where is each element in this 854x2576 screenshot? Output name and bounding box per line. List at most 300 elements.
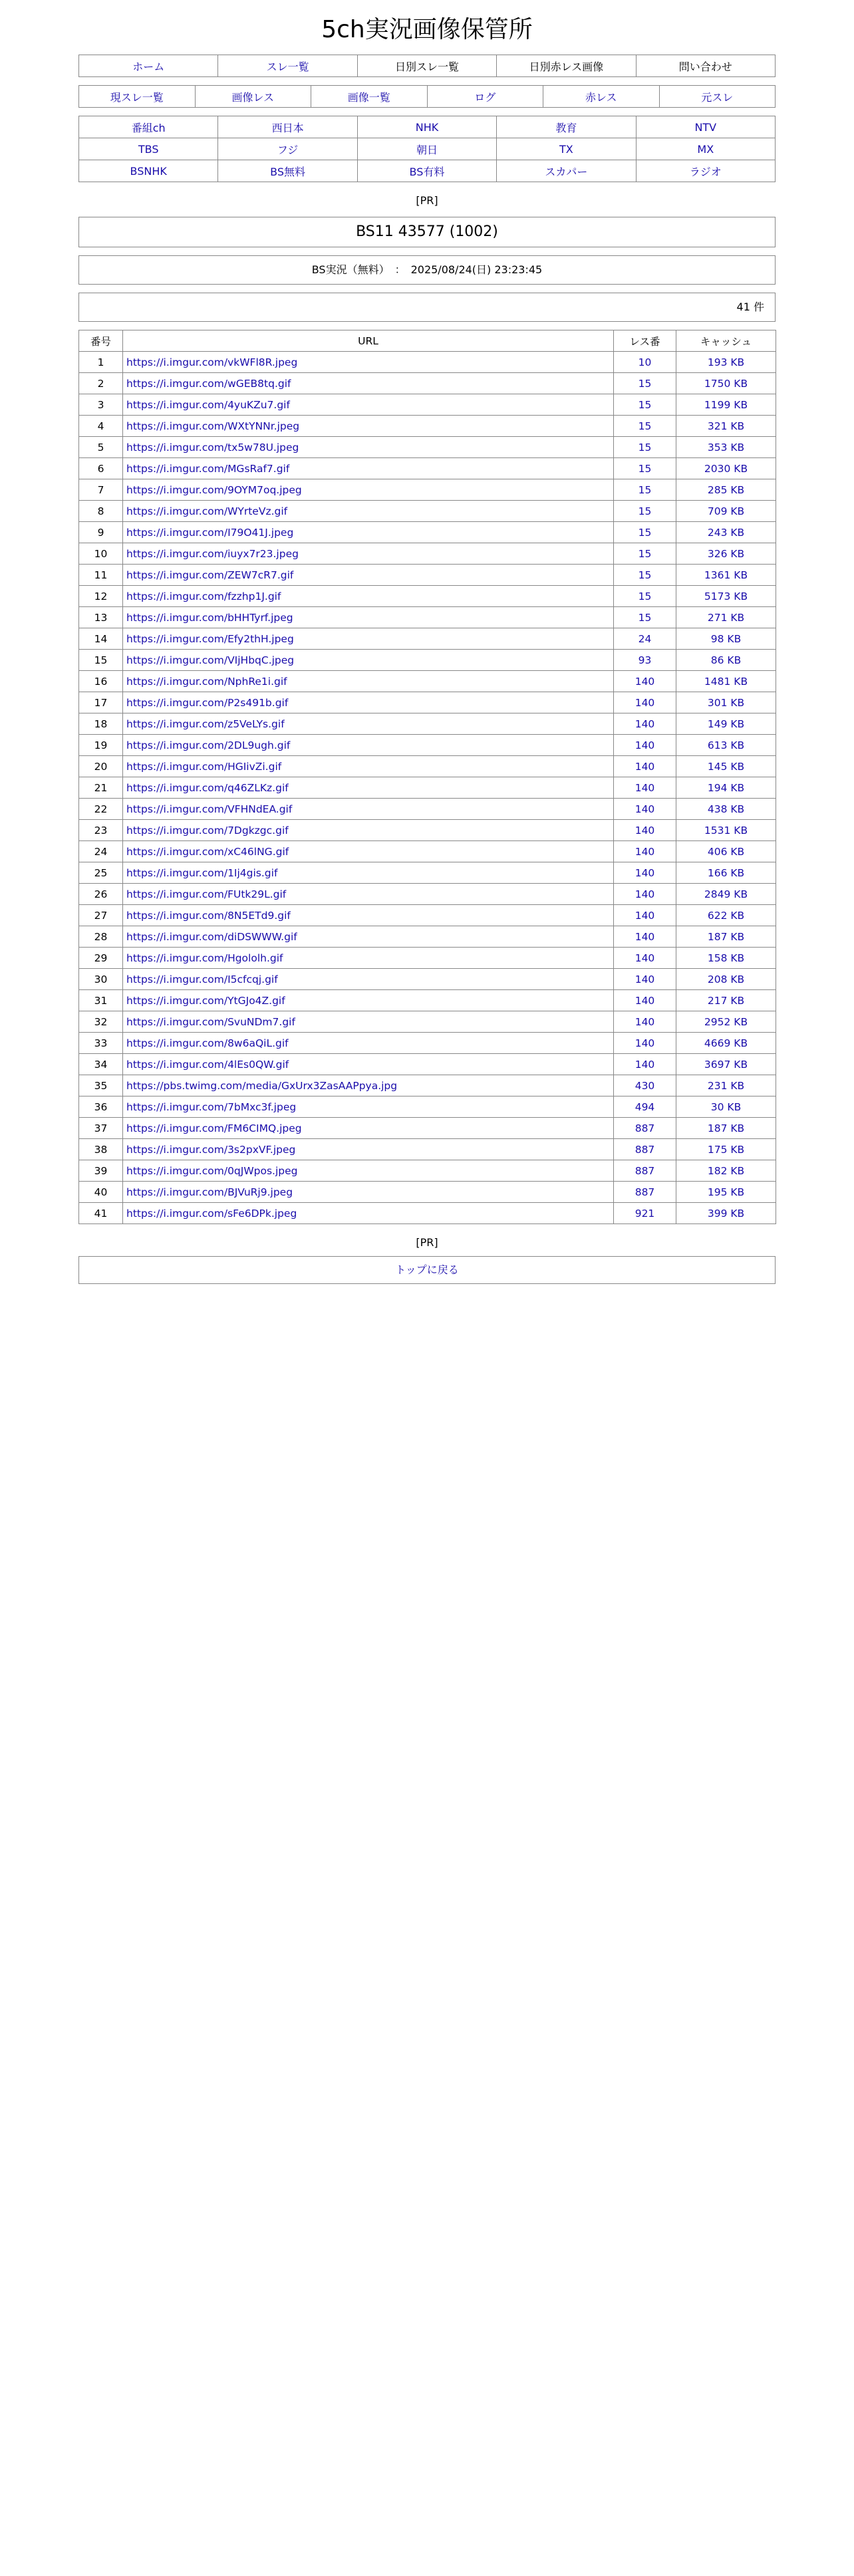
row-url-cell [123, 522, 614, 543]
channel-cell [79, 138, 218, 160]
row-cache-cell [676, 820, 776, 841]
image-url-link[interactable]: https://i.imgur.com/VFHNdEA.gif [126, 803, 293, 815]
image-url-link[interactable]: https://i.imgur.com/3s2pxVF.jpeg [126, 1143, 296, 1156]
table-row [79, 671, 776, 692]
thread-title: BS11 43577 (1002) [78, 217, 776, 247]
cache-link[interactable]: 1199 KB [704, 398, 748, 411]
row-res-cell [614, 543, 676, 565]
row-cache-cell [676, 905, 776, 926]
image-table [78, 330, 776, 1224]
table-row [79, 501, 776, 522]
row-res-cell [614, 1118, 676, 1139]
image-url-link[interactable]: https://i.imgur.com/1Ij4gis.gif [126, 866, 278, 879]
row-res-cell [614, 458, 676, 479]
image-url-link[interactable]: https://i.imgur.com/9OYM7oq.jpeg [126, 483, 302, 496]
channel-link[interactable]: 西日本 [271, 121, 304, 134]
channel-link[interactable]: フジ [277, 143, 299, 156]
row-number: 27 [79, 905, 123, 926]
nav2-item-0[interactable]: 現スレ一覧 [110, 90, 164, 104]
res-number-link[interactable]: 140 [635, 866, 655, 879]
image-url-link[interactable]: https://i.imgur.com/Hgololh.gif [126, 952, 283, 964]
res-number-link[interactable]: 15 [638, 611, 652, 624]
row-number: 26 [79, 884, 123, 905]
image-url-link[interactable]: https://i.imgur.com/Efy2thH.jpeg [126, 632, 294, 645]
channel-link[interactable]: BSNHK [130, 164, 167, 178]
channel-link[interactable]: TX [559, 142, 573, 156]
res-number-link[interactable]: 140 [635, 1058, 655, 1071]
image-url-link[interactable]: https://i.imgur.com/ZEW7cR7.gif [126, 569, 294, 581]
res-number-link[interactable]: 887 [635, 1164, 655, 1177]
cache-link[interactable]: 285 KB [707, 483, 745, 496]
row-number: 14 [79, 628, 123, 650]
row-url-cell [123, 1011, 614, 1033]
table-row [79, 948, 776, 969]
image-url-link[interactable]: https://i.imgur.com/xC46lNG.gif [126, 845, 289, 858]
row-url-cell [123, 841, 614, 862]
row-number: 31 [79, 990, 123, 1011]
nav2-item-4[interactable]: 赤レス [585, 90, 617, 104]
image-url-link[interactable]: https://i.imgur.com/iuyx7r23.jpeg [126, 547, 299, 560]
channel-link[interactable]: MX [697, 142, 714, 156]
cache-link[interactable]: 193 KB [707, 356, 745, 368]
image-url-link[interactable]: https://i.imgur.com/HGIivZi.gif [126, 760, 282, 773]
res-number-link[interactable]: 140 [635, 973, 655, 985]
nav1-item-1[interactable]: スレ一覧 [266, 60, 309, 73]
channel-link[interactable]: TBS [138, 142, 159, 156]
image-url-link[interactable]: https://i.imgur.com/7Dgkzgc.gif [126, 824, 289, 837]
row-cache-cell [676, 650, 776, 671]
nav1-item-4[interactable]: 問い合わせ [678, 60, 732, 73]
row-url-cell [123, 373, 614, 394]
table-row [79, 565, 776, 586]
cache-link[interactable]: 166 KB [707, 866, 745, 879]
header-cache: キャッシュ [676, 330, 776, 352]
channel-cell [636, 116, 775, 138]
channel-link[interactable]: ラジオ [689, 165, 722, 178]
cache-link[interactable]: 1361 KB [704, 569, 748, 581]
image-url-link[interactable]: https://i.imgur.com/YtGJo4Z.gif [126, 994, 285, 1007]
cache-link[interactable]: 1750 KB [704, 377, 748, 390]
row-number: 36 [79, 1096, 123, 1118]
row-number: 5 [79, 437, 123, 458]
image-url-link[interactable]: https://i.imgur.com/bHHTyrf.jpeg [126, 611, 293, 624]
row-cache-cell [676, 756, 776, 777]
row-url-cell [123, 394, 614, 416]
channel-cell [218, 138, 357, 160]
row-res-cell [614, 522, 676, 543]
res-number-link[interactable]: 921 [635, 1207, 655, 1220]
res-number-link[interactable]: 140 [635, 675, 655, 688]
row-res-cell [614, 1054, 676, 1075]
row-cache-cell [676, 777, 776, 799]
row-cache-cell [676, 1075, 776, 1096]
row-url-cell [123, 799, 614, 820]
row-number: 23 [79, 820, 123, 841]
image-url-link[interactable]: https://i.imgur.com/7bMxc3f.jpeg [126, 1100, 297, 1113]
row-number: 21 [79, 777, 123, 799]
table-row [79, 1075, 776, 1096]
nav2-item-3[interactable]: ログ [474, 90, 496, 104]
row-number: 28 [79, 926, 123, 948]
table-row [79, 522, 776, 543]
res-number-link[interactable]: 140 [635, 888, 655, 900]
cache-link[interactable]: 406 KB [707, 845, 745, 858]
res-number-link[interactable]: 140 [635, 803, 655, 815]
res-number-link[interactable]: 15 [638, 462, 652, 475]
row-res-cell [614, 948, 676, 969]
row-number: 34 [79, 1054, 123, 1075]
row-url-cell [123, 1054, 614, 1075]
channel-link[interactable]: NHK [415, 120, 439, 134]
cache-link[interactable]: 353 KB [707, 441, 745, 453]
row-number: 8 [79, 501, 123, 522]
row-res-cell [614, 416, 676, 437]
row-url-cell [123, 458, 614, 479]
res-number-link[interactable]: 140 [635, 1015, 655, 1028]
row-url-cell [123, 884, 614, 905]
row-cache-cell [676, 1182, 776, 1203]
row-cache-cell [676, 990, 776, 1011]
site-title: 5ch実況画像保管所 [321, 16, 533, 43]
cache-link[interactable]: 326 KB [707, 547, 745, 560]
nav2-item-1[interactable]: 画像レス [231, 90, 275, 104]
row-number: 24 [79, 841, 123, 862]
back-to-top-link[interactable]: トップに戻る [395, 1263, 459, 1276]
channel-cell [497, 138, 636, 160]
cache-link[interactable]: 5173 KB [704, 590, 748, 602]
cache-link[interactable]: 98 KB [710, 632, 742, 645]
row-url-cell [123, 1160, 614, 1182]
row-url-cell [123, 1139, 614, 1160]
row-cache-cell [676, 607, 776, 628]
row-res-cell [614, 1033, 676, 1054]
row-number: 38 [79, 1139, 123, 1160]
row-number: 22 [79, 799, 123, 820]
res-number-link[interactable]: 140 [635, 781, 655, 794]
res-number-link[interactable]: 430 [635, 1079, 655, 1092]
channel-link[interactable]: NTV [694, 120, 717, 134]
res-number-link[interactable]: 15 [638, 590, 652, 602]
res-number-link[interactable]: 24 [638, 632, 652, 645]
channel-cell [357, 160, 496, 182]
row-res-cell [614, 692, 676, 713]
cache-link[interactable]: 243 KB [707, 526, 745, 539]
table-row [79, 437, 776, 458]
row-res-cell [614, 777, 676, 799]
image-url-link[interactable]: https://i.imgur.com/WYrteVz.gif [126, 505, 288, 517]
cache-link[interactable]: 194 KB [707, 781, 745, 794]
main-nav [78, 55, 776, 77]
thread-nav [78, 85, 776, 108]
image-url-link[interactable]: https://i.imgur.com/sFe6DPk.jpeg [126, 1207, 297, 1220]
res-number-link[interactable]: 494 [635, 1100, 655, 1113]
cache-link[interactable]: 208 KB [707, 973, 745, 985]
table-row [79, 373, 776, 394]
image-url-link[interactable]: https://i.imgur.com/FM6CIMQ.jpeg [126, 1122, 302, 1134]
channel-link[interactable]: BS無料 [270, 165, 306, 178]
channel-cell [636, 160, 775, 182]
row-number: 39 [79, 1160, 123, 1182]
table-row [79, 1011, 776, 1033]
cache-link[interactable]: 30 KB [710, 1100, 742, 1113]
table-row [79, 1160, 776, 1182]
nav1-cell [636, 55, 775, 77]
image-url-link[interactable]: https://i.imgur.com/wGEB8tq.gif [126, 377, 291, 390]
image-url-link[interactable]: https://i.imgur.com/0qJWpos.jpeg [126, 1164, 298, 1177]
row-cache-cell [676, 1118, 776, 1139]
cache-link[interactable]: 231 KB [707, 1079, 745, 1092]
image-url-link[interactable]: https://i.imgur.com/FUtk29L.gif [126, 888, 287, 900]
cache-link[interactable]: 1481 KB [704, 675, 748, 688]
res-number-link[interactable]: 887 [635, 1122, 655, 1134]
nav2-cell [79, 86, 196, 108]
row-number: 41 [79, 1203, 123, 1224]
image-url-link[interactable]: https://i.imgur.com/vkWFl8R.jpeg [126, 356, 298, 368]
back-to-top [78, 1256, 776, 1284]
image-url-link[interactable]: https://i.imgur.com/tx5w78U.jpeg [126, 441, 299, 453]
image-url-link[interactable]: https://i.imgur.com/2DL9ugh.gif [126, 739, 291, 751]
row-cache-cell [676, 565, 776, 586]
row-res-cell [614, 905, 676, 926]
thread-info: BS実況（無料） ： 2025/08/24(日) 23:23:45 [78, 255, 776, 285]
nav1-item-3[interactable]: 日別赤レス画像 [529, 60, 604, 73]
channel-cell [79, 160, 218, 182]
row-url-cell [123, 862, 614, 884]
image-url-link[interactable]: https://i.imgur.com/diDSWWW.gif [126, 930, 297, 943]
table-row [79, 416, 776, 437]
row-number: 33 [79, 1033, 123, 1054]
row-number: 16 [79, 671, 123, 692]
cache-link[interactable]: 195 KB [707, 1186, 745, 1198]
row-res-cell [614, 713, 676, 735]
row-url-cell [123, 969, 614, 990]
res-number-link[interactable]: 10 [638, 356, 652, 368]
row-cache-cell [676, 522, 776, 543]
row-url-cell [123, 1033, 614, 1054]
row-number: 20 [79, 756, 123, 777]
res-number-link[interactable]: 15 [638, 526, 652, 539]
table-row [79, 713, 776, 735]
row-number: 19 [79, 735, 123, 756]
table-row [79, 905, 776, 926]
cache-link[interactable]: 86 KB [710, 654, 742, 666]
res-number-link[interactable]: 93 [638, 654, 652, 666]
image-url-link[interactable]: https://pbs.twimg.com/media/GxUrx3ZasAAPpya.jpg [126, 1079, 398, 1092]
row-res-cell [614, 1182, 676, 1203]
cache-link[interactable]: 399 KB [707, 1207, 745, 1220]
row-url-cell [123, 586, 614, 607]
row-cache-cell [676, 373, 776, 394]
cache-link[interactable]: 158 KB [707, 952, 745, 964]
table-header-row [79, 330, 776, 352]
table-row [79, 1182, 776, 1203]
row-cache-cell [676, 1160, 776, 1182]
row-url-cell [123, 692, 614, 713]
res-number-link[interactable]: 15 [638, 420, 652, 432]
row-cache-cell [676, 1011, 776, 1033]
nav2-item-5[interactable]: 元スレ [701, 90, 734, 104]
cache-link[interactable]: 2849 KB [704, 888, 748, 900]
image-url-link[interactable]: https://i.imgur.com/BJVuRj9.jpeg [126, 1186, 293, 1198]
cache-link[interactable]: 187 KB [707, 930, 745, 943]
cache-link[interactable]: 709 KB [707, 505, 745, 517]
nav1-cell [218, 55, 357, 77]
image-url-link[interactable]: https://i.imgur.com/8w6aQiL.gif [126, 1037, 289, 1049]
row-res-cell [614, 884, 676, 905]
res-number-link[interactable]: 15 [638, 505, 652, 517]
row-cache-cell [676, 1139, 776, 1160]
row-res-cell [614, 926, 676, 948]
row-number: 37 [79, 1118, 123, 1139]
cache-link[interactable]: 271 KB [707, 611, 745, 624]
image-url-link[interactable]: https://i.imgur.com/MGsRaf7.gif [126, 462, 290, 475]
channel-link[interactable]: 番組ch [131, 121, 166, 134]
cache-link[interactable]: 182 KB [707, 1164, 745, 1177]
row-cache-cell [676, 713, 776, 735]
row-url-cell [123, 905, 614, 926]
row-res-cell [614, 352, 676, 373]
row-number: 30 [79, 969, 123, 990]
res-number-link[interactable]: 140 [635, 952, 655, 964]
row-cache-cell [676, 416, 776, 437]
res-number-link[interactable]: 140 [635, 994, 655, 1007]
row-number: 12 [79, 586, 123, 607]
row-number: 11 [79, 565, 123, 586]
image-url-link[interactable]: https://i.imgur.com/I79O41J.jpeg [126, 526, 294, 539]
channel-link[interactable]: スカパー [545, 165, 588, 178]
res-number-link[interactable]: 140 [635, 717, 655, 730]
nav2-cell [195, 86, 311, 108]
channel-link[interactable]: 朝日 [416, 143, 438, 156]
cache-link[interactable]: 149 KB [707, 717, 745, 730]
res-number-link[interactable]: 15 [638, 569, 652, 581]
row-url-cell [123, 1182, 614, 1203]
res-number-link[interactable]: 15 [638, 547, 652, 560]
image-url-link[interactable]: https://i.imgur.com/P2s491b.gif [126, 696, 289, 709]
row-res-cell [614, 969, 676, 990]
row-res-cell [614, 820, 676, 841]
image-url-link[interactable]: https://i.imgur.com/I5cfcqj.gif [126, 973, 278, 985]
cache-link[interactable]: 3697 KB [704, 1058, 748, 1071]
res-number-link[interactable]: 140 [635, 930, 655, 943]
cache-link[interactable]: 2030 KB [704, 462, 748, 475]
image-url-link[interactable]: https://i.imgur.com/z5VeLYs.gif [126, 717, 285, 730]
res-number-link[interactable]: 140 [635, 696, 655, 709]
row-cache-cell [676, 1203, 776, 1224]
row-number: 6 [79, 458, 123, 479]
res-number-link[interactable]: 15 [638, 377, 652, 390]
row-url-cell [123, 607, 614, 628]
image-url-link[interactable]: https://i.imgur.com/NphRe1i.gif [126, 675, 287, 688]
row-url-cell [123, 1203, 614, 1224]
nav1-item-2[interactable]: 日別スレ一覧 [394, 60, 459, 73]
res-number-link[interactable]: 140 [635, 760, 655, 773]
channel-link[interactable]: BS有料 [409, 165, 445, 178]
table-row [79, 799, 776, 820]
res-number-link[interactable]: 140 [635, 845, 655, 858]
cache-link[interactable]: 145 KB [707, 760, 745, 773]
row-url-cell [123, 437, 614, 458]
cache-link[interactable]: 301 KB [707, 696, 745, 709]
image-url-link[interactable]: https://i.imgur.com/VIjHbqC.jpeg [126, 654, 295, 666]
table-row [79, 969, 776, 990]
row-cache-cell [676, 586, 776, 607]
image-count: 41 件 [78, 293, 776, 322]
table-row [79, 458, 776, 479]
row-url-cell [123, 1096, 614, 1118]
cache-link[interactable]: 217 KB [707, 994, 745, 1007]
res-number-link[interactable]: 140 [635, 824, 655, 837]
nav1-item-0[interactable]: ホーム [132, 60, 165, 73]
res-number-link[interactable]: 15 [638, 483, 652, 496]
image-url-link[interactable]: https://i.imgur.com/4yuKZu7.gif [126, 398, 290, 411]
res-number-link[interactable]: 140 [635, 739, 655, 751]
channel-nav-row [79, 160, 776, 182]
cache-link[interactable]: 622 KB [707, 909, 745, 922]
row-cache-cell [676, 862, 776, 884]
table-row [79, 1118, 776, 1139]
row-cache-cell [676, 1033, 776, 1054]
channel-link[interactable]: 教育 [555, 121, 577, 134]
row-number: 10 [79, 543, 123, 565]
cache-link[interactable]: 438 KB [707, 803, 745, 815]
image-url-link[interactable]: https://i.imgur.com/8N5ETd9.gif [126, 909, 291, 922]
header-res: レス番 [614, 330, 676, 352]
table-row [79, 884, 776, 905]
res-number-link[interactable]: 15 [638, 441, 652, 453]
row-url-cell [123, 479, 614, 501]
res-number-link[interactable]: 887 [635, 1143, 655, 1156]
cache-link[interactable]: 4669 KB [704, 1037, 748, 1049]
nav2-item-2[interactable]: 画像一覧 [347, 90, 390, 104]
cache-link[interactable]: 2952 KB [704, 1015, 748, 1028]
row-res-cell [614, 1160, 676, 1182]
image-url-link[interactable]: https://i.imgur.com/4lEs0QW.gif [126, 1058, 289, 1071]
row-cache-cell [676, 479, 776, 501]
cache-link[interactable]: 321 KB [707, 420, 745, 432]
nav2-cell [659, 86, 776, 108]
cache-link[interactable]: 613 KB [707, 739, 745, 751]
row-cache-cell [676, 501, 776, 522]
image-url-link[interactable]: https://i.imgur.com/fzzhp1J.gif [126, 590, 281, 602]
image-url-link[interactable]: https://i.imgur.com/q46ZLKz.gif [126, 781, 289, 794]
channel-cell [636, 138, 775, 160]
table-row [79, 352, 776, 373]
row-url-cell [123, 735, 614, 756]
nav1-cell [497, 55, 636, 77]
nav1-cell [79, 55, 218, 77]
row-cache-cell [676, 1054, 776, 1075]
row-number: 1 [79, 352, 123, 373]
cache-link[interactable]: 1531 KB [704, 824, 748, 837]
res-number-link[interactable]: 140 [635, 909, 655, 922]
cache-link[interactable]: 187 KB [707, 1122, 745, 1134]
row-cache-cell [676, 543, 776, 565]
cache-link[interactable]: 175 KB [707, 1143, 745, 1156]
res-number-link[interactable]: 15 [638, 398, 652, 411]
res-number-link[interactable]: 887 [635, 1186, 655, 1198]
image-url-link[interactable]: https://i.imgur.com/SvuNDm7.gif [126, 1015, 295, 1028]
page-content [78, 55, 776, 1284]
image-url-link[interactable]: https://i.imgur.com/WXtYNNr.jpeg [126, 420, 300, 432]
row-res-cell [614, 1139, 676, 1160]
row-res-cell [614, 628, 676, 650]
table-row [79, 586, 776, 607]
res-number-link[interactable]: 140 [635, 1037, 655, 1049]
nav1-cell [357, 55, 496, 77]
row-res-cell [614, 1096, 676, 1118]
row-res-cell [614, 437, 676, 458]
